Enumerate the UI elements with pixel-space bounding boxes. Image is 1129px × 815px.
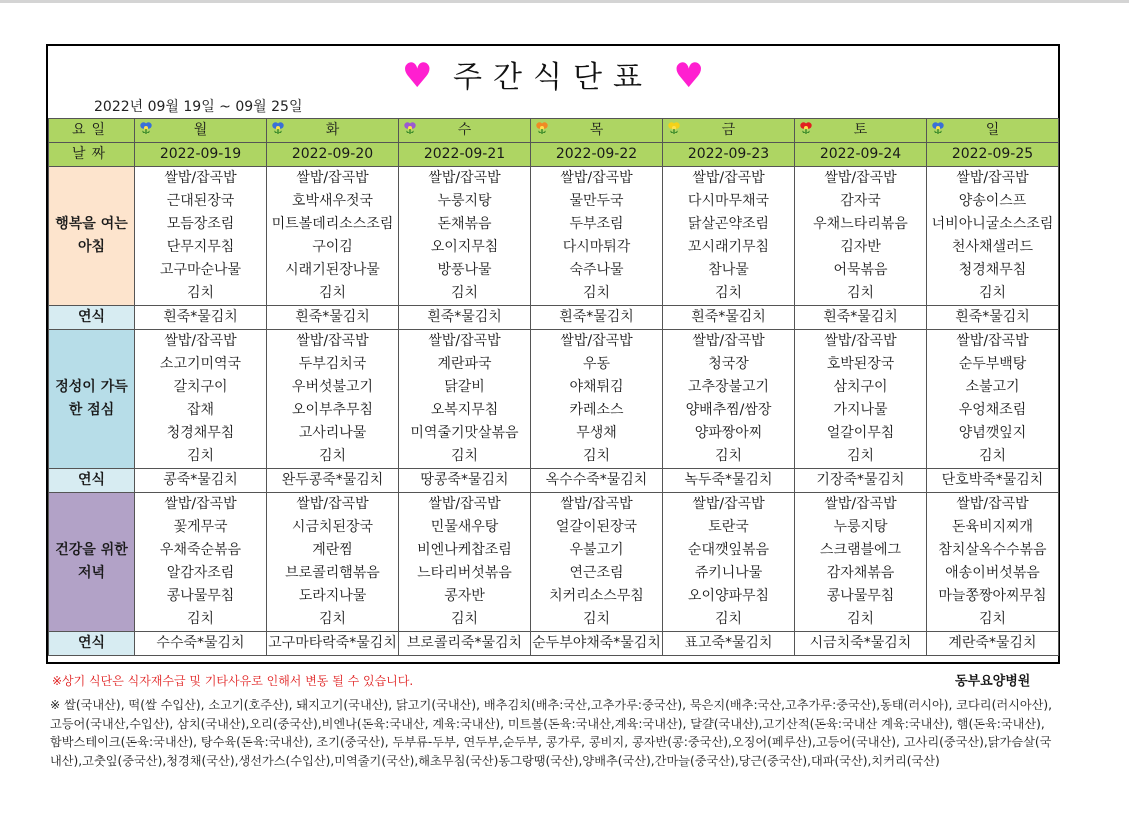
menu-item: 쌀밥/잡곡밥: [663, 167, 795, 191]
menu-item: 삼치구이: [795, 376, 927, 399]
top-divider: [0, 0, 1129, 3]
menu-item: 쌀밥/잡곡밥: [399, 167, 531, 191]
menu-row: [49, 493, 1059, 517]
menu-item: 두부김치국: [267, 353, 399, 376]
menu-item: 고사리나물: [267, 422, 399, 445]
day-label: 요일: [49, 119, 135, 143]
menu-item: 우불고기: [531, 539, 663, 562]
menu-row: [49, 516, 1059, 539]
snack-row: [49, 632, 1059, 656]
menu-item: 양배추찜/쌈장: [663, 399, 795, 422]
menu-item: 쌀밥/잡곡밥: [399, 493, 531, 517]
menu-item: 꼬시래기무침: [663, 236, 795, 259]
menu-item: 김치: [663, 445, 795, 469]
menu-item: 비엔나케찹조림: [399, 539, 531, 562]
menu-item: 김치: [795, 282, 927, 306]
menu-row: [49, 608, 1059, 632]
menu-item: 얼갈이된장국: [531, 516, 663, 539]
snack-item: 옥수수죽*물김치: [531, 469, 663, 493]
menu-item: 김치: [663, 608, 795, 632]
menu-item: 애송이버섯볶음: [927, 562, 1059, 585]
meal-category: 건강을 위한 저녁: [49, 493, 135, 632]
day-name-wrap: [663, 119, 794, 142]
menu-item: 야채튀김: [531, 376, 663, 399]
menu-item: 누룽지탕: [399, 190, 531, 213]
menu-item: 우엉채조림: [927, 399, 1059, 422]
menu-item: 스크램블에그: [795, 539, 927, 562]
menu-item: 양파짱아찌: [663, 422, 795, 445]
snack-item: 녹두죽*물김치: [663, 469, 795, 493]
menu-item: 오이지무침: [399, 236, 531, 259]
snack-label: 연식: [49, 469, 135, 493]
day-name-cell: [795, 119, 927, 143]
menu-item: 우채느타리볶음: [795, 213, 927, 236]
menu-item: 오이부추무침: [267, 399, 399, 422]
flower-icon: [535, 121, 549, 135]
menu-item: 방풍나물: [399, 259, 531, 282]
menu-item: 우채죽순볶음: [135, 539, 267, 562]
snack-item: 표고죽*물김치: [663, 632, 795, 656]
snack-item: 시금치죽*물김치: [795, 632, 927, 656]
day-name: 목: [589, 122, 604, 138]
menu-item: 너비아니굴소스조림: [927, 213, 1059, 236]
menu-item: 쌀밥/잡곡밥: [795, 493, 927, 517]
menu-item: 오이양파무침: [663, 585, 795, 608]
date-cell: 2022-09-24: [795, 143, 927, 167]
day-name-cell: [135, 119, 267, 143]
menu-item: 카레소스: [531, 399, 663, 422]
snack-row: [49, 306, 1059, 330]
menu-item: 쥬키니나물: [663, 562, 795, 585]
menu-row: [49, 376, 1059, 399]
day-name-wrap: [399, 119, 530, 142]
menu-item: 민물새우탕: [399, 516, 531, 539]
menu-item: 시래기된장나물: [267, 259, 399, 282]
menu-item: 청경채무침: [927, 259, 1059, 282]
menu-item: 김치: [531, 445, 663, 469]
menu-item: 쌀밥/잡곡밥: [135, 493, 267, 517]
menu-item: 쌀밥/잡곡밥: [531, 167, 663, 191]
menu-item: 연근조림: [531, 562, 663, 585]
menu-item: 김치: [795, 445, 927, 469]
menu-item: 콩자반: [399, 585, 531, 608]
menu-row: [49, 282, 1059, 306]
snack-item: 단호박죽*물김치: [927, 469, 1059, 493]
day-name-wrap: [795, 119, 926, 142]
menu-item: 도라지나물: [267, 585, 399, 608]
flower-icon: [931, 121, 945, 135]
origin-info: ※ 쌀(국내산), 떡(쌀 수입산), 소고기(호주산), 돼지고기(국내산), 닭고기(국내산), 배추김치(배추:국산,고추가루:중국산), 묵은지(배추:국산,고추가루:중국산),동태(러시아), 코다리(러시아산), 고등어(국내산,수입산), 삼치(국내산),오리(중국산),비엔나(돈육:국내산, 계육:국내산), 미트볼(돈육:국내산,계육:국내산), 달걀(국내산),고기산적(돈육:국내산 계육:국내산), 햄(돈육:국내산), 함박스테이크(돈육:국내산), 탕수육(돈육:국내산), 조기(중국산), 두부류-두부, 연두부,순두부, 콩가루, 콩비지, 콩자반(콩:중국산),오징어(페루산),고등어(국내산), 고사리(중국산),닭가슴살(국내산),고춧잎(중국산),청경채(국산),생선가스(수입산),미역줄기(국산),해초무침(국산)동그랑땡(국산),양배추(국산),간마늘(중국산),당근(중국산),대파(국산),치커리(국산): [50, 698, 1053, 768]
menu-item: 쌀밥/잡곡밥: [531, 330, 663, 354]
date-cell: 2022-09-21: [399, 143, 531, 167]
day-name-wrap: [927, 119, 1058, 142]
snack-item: 수수죽*물김치: [135, 632, 267, 656]
date-cell: 2022-09-22: [531, 143, 663, 167]
menu-item: 알감자조림: [135, 562, 267, 585]
snack-item: 흰죽*물김치: [927, 306, 1059, 330]
menu-item: 참치살옥수수볶음: [927, 539, 1059, 562]
menu-item: 근대된장국: [135, 190, 267, 213]
snack-label: 연식: [49, 632, 135, 656]
menu-row: [49, 539, 1059, 562]
menu-item: 쌀밥/잡곡밥: [135, 330, 267, 354]
menu-item: 얼갈이무침: [795, 422, 927, 445]
day-name: 화: [325, 122, 340, 138]
menu-item: 시금치된장국: [267, 516, 399, 539]
menu-item: 김치: [135, 445, 267, 469]
menu-item: 김치: [927, 282, 1059, 306]
menu-item: 쌀밥/잡곡밥: [267, 167, 399, 191]
menu-item: 다시마무채국: [663, 190, 795, 213]
menu-item: 쌀밥/잡곡밥: [663, 330, 795, 354]
day-name: 월: [193, 122, 208, 138]
menu-item: 쌀밥/잡곡밥: [663, 493, 795, 517]
snack-item: 흰죽*물김치: [399, 306, 531, 330]
snack-item: 기장죽*물김치: [795, 469, 927, 493]
menu-item: 김치: [663, 282, 795, 306]
day-name-cell: [663, 119, 795, 143]
snack-item: 완두콩죽*물김치: [267, 469, 399, 493]
menu-item: 물만두국: [531, 190, 663, 213]
menu-item: 계란찜: [267, 539, 399, 562]
menu-item: 감자채볶음: [795, 562, 927, 585]
menu-item: 쌀밥/잡곡밥: [927, 330, 1059, 354]
menu-item: 소불고기: [927, 376, 1059, 399]
menu-item: 숙주나물: [531, 259, 663, 282]
title-text: 주간식단표: [453, 60, 653, 95]
day-header-row: [49, 119, 1059, 143]
menu-item: 가지나물: [795, 399, 927, 422]
menu-item: 김치: [399, 608, 531, 632]
menu-item: 미역줄기맛살볶음: [399, 422, 531, 445]
date-header-row: [49, 143, 1059, 167]
menu-item: 오복지무침: [399, 399, 531, 422]
heart-icon: ♥: [673, 56, 704, 96]
menu-item: 다시마튀각: [531, 236, 663, 259]
menu-frame: [46, 44, 1060, 664]
menu-row: [49, 562, 1059, 585]
menu-item: 닭살곤약조림: [663, 213, 795, 236]
menu-item: 양념깻잎지: [927, 422, 1059, 445]
day-name-wrap: [267, 119, 398, 142]
snack-row: [49, 469, 1059, 493]
menu-item: 치커리소스무침: [531, 585, 663, 608]
menu-item: 잡채: [135, 399, 267, 422]
flower-icon: [403, 121, 417, 135]
day-name: 토: [853, 122, 868, 138]
snack-label: 연식: [49, 306, 135, 330]
day-name-cell: [531, 119, 663, 143]
menu-item: 돈육비지찌개: [927, 516, 1059, 539]
heart-icon: ♥: [402, 56, 433, 96]
snack-item: 콩죽*물김치: [135, 469, 267, 493]
menu-item: 김치: [531, 608, 663, 632]
menu-item: 무생채: [531, 422, 663, 445]
menu-item: 모듬장조림: [135, 213, 267, 236]
snack-item: 흰죽*물김치: [795, 306, 927, 330]
snack-item: 순두부야채죽*물김치: [531, 632, 663, 656]
menu-row: [49, 330, 1059, 354]
menu-item: 김치: [927, 608, 1059, 632]
date-range: 2022년 09월 19일 ~ 09월 25일: [94, 99, 303, 115]
day-name-wrap: [135, 119, 266, 142]
menu-item: 호박새우젓국: [267, 190, 399, 213]
menu-item: 닭갈비: [399, 376, 531, 399]
menu-item: 순대깻잎볶음: [663, 539, 795, 562]
date-cell: 2022-09-25: [927, 143, 1059, 167]
menu-item: 쌀밥/잡곡밥: [267, 330, 399, 354]
meal-category: 정성이 가득한 점심: [49, 330, 135, 469]
menu-item: 청국장: [663, 353, 795, 376]
menu-item: 쌀밥/잡곡밥: [135, 167, 267, 191]
snack-item: 계란죽*물김치: [927, 632, 1059, 656]
menu-item: 김자반: [795, 236, 927, 259]
day-name-cell: [927, 119, 1059, 143]
menu-row: [49, 445, 1059, 469]
menu-item: 누룽지탕: [795, 516, 927, 539]
meal-category: 행복을 여는 아침: [49, 167, 135, 306]
menu-item: 김치: [267, 445, 399, 469]
menu-item: 김치: [795, 608, 927, 632]
menu-item: 단무지무침: [135, 236, 267, 259]
menu-item: 쌀밥/잡곡밥: [267, 493, 399, 517]
menu-row: [49, 399, 1059, 422]
menu-row: [49, 353, 1059, 376]
date-cell: 2022-09-19: [135, 143, 267, 167]
day-name-wrap: [531, 119, 662, 142]
day-name-cell: [267, 119, 399, 143]
menu-item: 쌀밥/잡곡밥: [927, 167, 1059, 191]
menu-item: 콩나물무침: [795, 585, 927, 608]
snack-item: 땅콩죽*물김치: [399, 469, 531, 493]
snack-item: 흰죽*물김치: [663, 306, 795, 330]
hospital-name: 동부요양병원: [955, 674, 1031, 689]
day-name: 금: [721, 122, 736, 138]
date-label: 날짜: [49, 143, 135, 167]
menu-item: 김치: [399, 445, 531, 469]
menu-item: 쌀밥/잡곡밥: [531, 493, 663, 517]
menu-item: 김치: [531, 282, 663, 306]
flower-icon: [139, 121, 153, 135]
flower-icon: [799, 121, 813, 135]
menu-item: 어묵볶음: [795, 259, 927, 282]
menu-item: 쌀밥/잡곡밥: [927, 493, 1059, 517]
menu-item: 김치: [135, 608, 267, 632]
menu-item: 고구마순나물: [135, 259, 267, 282]
menu-item: 천사채샐러드: [927, 236, 1059, 259]
menu-item: 소고기미역국: [135, 353, 267, 376]
snack-item: 흰죽*물김치: [267, 306, 399, 330]
menu-item: 참나물: [663, 259, 795, 282]
menu-item: 쌀밥/잡곡밥: [795, 167, 927, 191]
menu-item: 호박된장국: [795, 353, 927, 376]
menu-item: 브로콜리햄볶음: [267, 562, 399, 585]
menu-row: [49, 213, 1059, 236]
menu-item: 미트볼데리소스조림: [267, 213, 399, 236]
day-name-cell: [399, 119, 531, 143]
page-title: [48, 52, 1058, 96]
menu-item: 마늘쫑짱아찌무침: [927, 585, 1059, 608]
menu-item: 느타리버섯볶음: [399, 562, 531, 585]
change-notice: ※상기 식단은 식자재수급 및 기타사유로 인해서 변동 될 수 있습니다.: [52, 674, 414, 688]
menu-table: [48, 118, 1059, 656]
flower-icon: [667, 121, 681, 135]
menu-item: 콩나물무침: [135, 585, 267, 608]
menu-item: 김치: [399, 282, 531, 306]
menu-item: 돈채볶음: [399, 213, 531, 236]
menu-row: [49, 585, 1059, 608]
date-cell: 2022-09-20: [267, 143, 399, 167]
menu-item: 구이김: [267, 236, 399, 259]
day-name: 수: [457, 122, 472, 138]
menu-item: 감자국: [795, 190, 927, 213]
menu-item: 김치: [267, 608, 399, 632]
menu-item: 두부조림: [531, 213, 663, 236]
flower-icon: [271, 121, 285, 135]
snack-item: 고구마타락죽*물김치: [267, 632, 399, 656]
menu-row: [49, 190, 1059, 213]
menu-item: 토란국: [663, 516, 795, 539]
snack-item: 브로콜리죽*물김치: [399, 632, 531, 656]
menu-item: 우버섯불고기: [267, 376, 399, 399]
menu-item: 김치: [267, 282, 399, 306]
menu-item: 쌀밥/잡곡밥: [795, 330, 927, 354]
menu-row: [49, 422, 1059, 445]
menu-item: 갈치구이: [135, 376, 267, 399]
menu-item: 청경채무침: [135, 422, 267, 445]
menu-item: 순두부백탕: [927, 353, 1059, 376]
menu-item: 양송이스프: [927, 190, 1059, 213]
date-cell: 2022-09-23: [663, 143, 795, 167]
day-name: 일: [985, 122, 1000, 138]
menu-item: 꽃게무국: [135, 516, 267, 539]
menu-row: [49, 259, 1059, 282]
menu-row: [49, 236, 1059, 259]
menu-item: 우동: [531, 353, 663, 376]
menu-item: 김치: [135, 282, 267, 306]
menu-row: [49, 167, 1059, 191]
menu-item: 쌀밥/잡곡밥: [399, 330, 531, 354]
snack-item: 흰죽*물김치: [531, 306, 663, 330]
snack-item: 흰죽*물김치: [135, 306, 267, 330]
menu-item: 계란파국: [399, 353, 531, 376]
menu-item: 김치: [927, 445, 1059, 469]
menu-item: 고추장불고기: [663, 376, 795, 399]
